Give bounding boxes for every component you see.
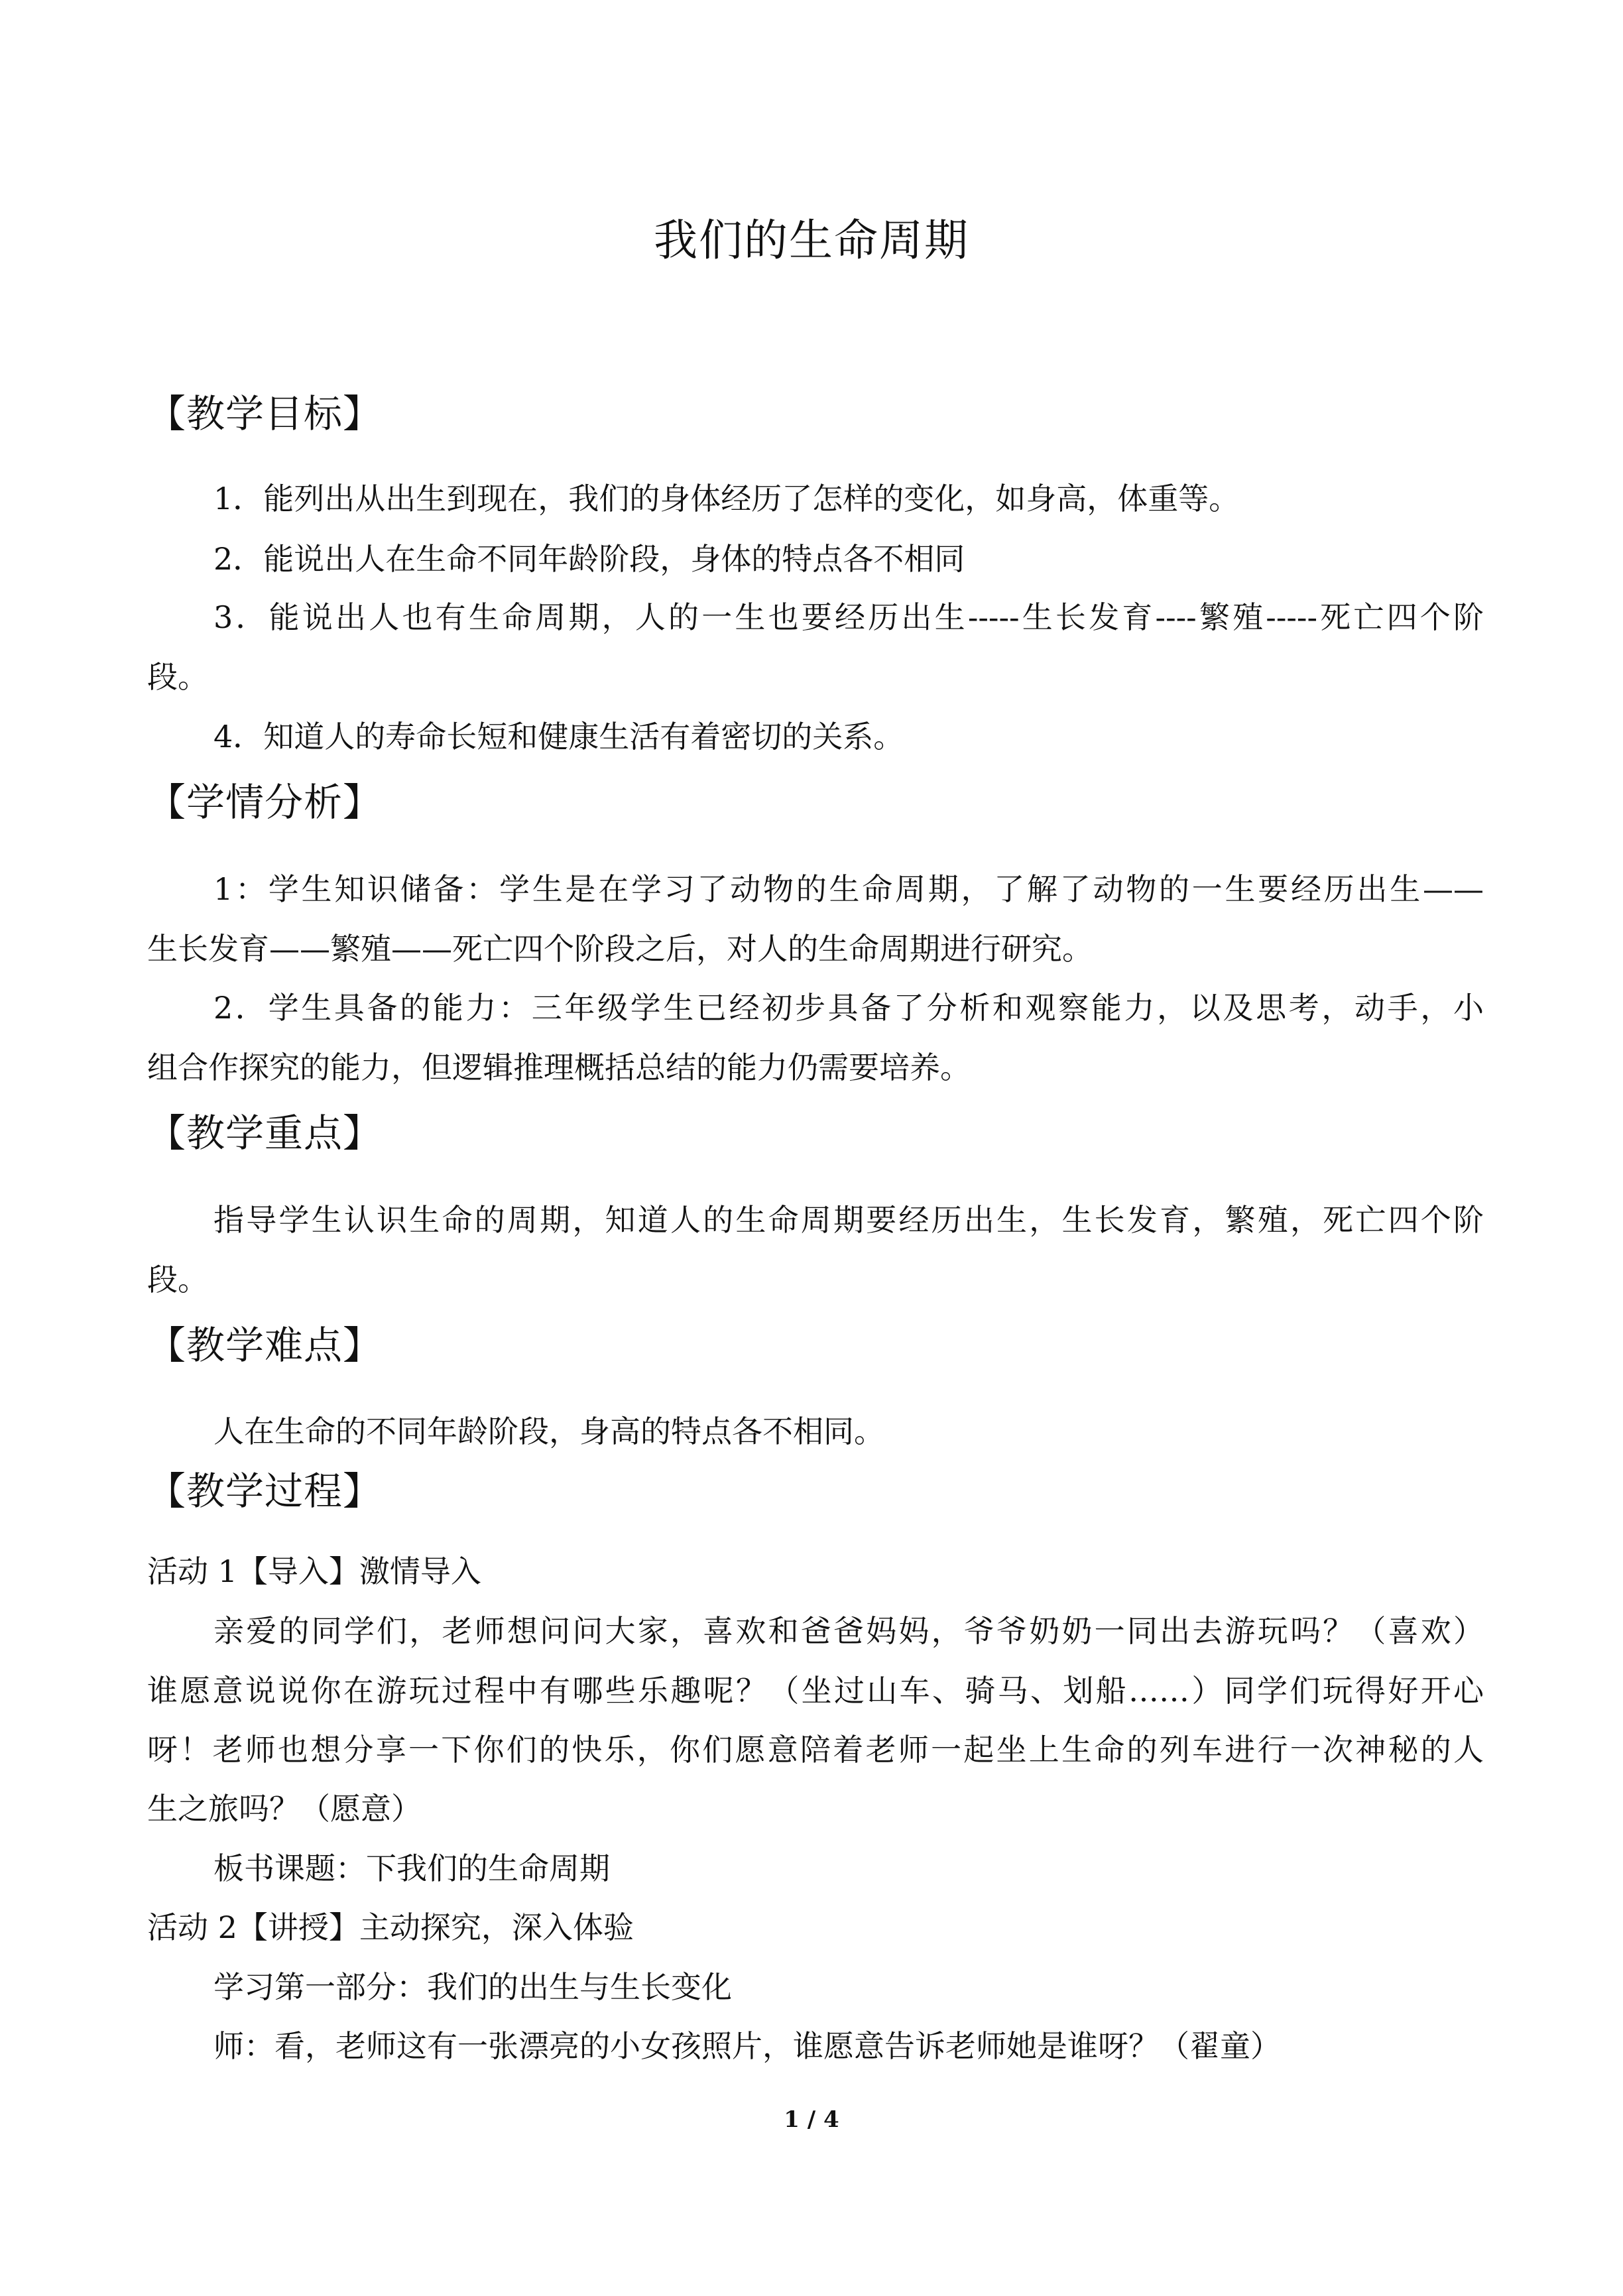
objective-line: 段。 — [147, 659, 208, 695]
analysis-line: 组合作探究的能力，但逻辑推理概括总结的能力仍需要培养。 — [147, 1050, 971, 1085]
activity-title: 活动 2【讲授】主动探究，深入体验 — [147, 1909, 634, 1945]
objective-line: 3．能说出人也有生命周期，人的一生也要经历出生-----生长发育----繁殖-----死亡四个阶 — [213, 599, 1484, 635]
process-line: 亲爱的同学们，老师想问问大家，喜欢和爸爸妈妈，爷爷奶奶一同出去游玩吗？（喜欢） — [213, 1613, 1484, 1649]
section-heading-objectives: 【教学目标】 — [147, 391, 383, 436]
document-title: 我们的生命周期 — [654, 215, 969, 266]
key-point-line: 段。 — [147, 1262, 208, 1298]
activity-title: 活动 1【导入】激情导入 — [147, 1553, 481, 1589]
key-point-line: 指导学生认识生命的周期，知道人的生命周期要经历出生，生长发育，繁殖，死亡四个阶 — [213, 1202, 1484, 1238]
page-number: 1 / 4 — [784, 2106, 839, 2133]
analysis-line: 生长发育——繁殖——死亡四个阶段之后，对人的生命周期进行研究。 — [147, 931, 1093, 967]
objective-line: 4．知道人的寿命长短和健康生活有着密切的关系。 — [213, 719, 904, 755]
process-line: 板书课题：下我们的生命周期 — [213, 1850, 610, 1886]
section-heading-difficulties: 【教学难点】 — [147, 1323, 383, 1368]
process-line: 呀！老师也想分享一下你们的快乐，你们愿意陪着老师一起坐上生命的列车进行一次神秘的人 — [147, 1732, 1484, 1768]
process-line: 谁愿意说说你在游玩过程中有哪些乐趣呢？（坐过山车、骑马、划船……）同学们玩得好开心 — [147, 1673, 1484, 1709]
objective-line: 1．能列出从出生到现在，我们的身体经历了怎样的变化，如身高，体重等。 — [213, 481, 1240, 516]
process-line: 生之旅吗？（愿意） — [147, 1791, 422, 1827]
objective-line: 2．能说出人在生命不同年龄阶段，身体的特点各不相同 — [213, 541, 965, 577]
process-line: 学习第一部分：我们的出生与生长变化 — [213, 1969, 732, 2005]
difficulty-line: 人在生命的不同年龄阶段，身高的特点各不相同。 — [213, 1414, 884, 1449]
section-heading-process: 【教学过程】 — [147, 1469, 383, 1514]
analysis-line: 1：学生知识储备：学生是在学习了动物的生命周期，了解了动物的一生要经历出生—— — [213, 871, 1484, 907]
process-line: 师：看，老师这有一张漂亮的小女孩照片，谁愿意告诉老师她是谁呀？（翟童） — [213, 2028, 1281, 2064]
analysis-line: 2．学生具备的能力：三年级学生已经初步具备了分析和观察能力，以及思考，动手，小 — [213, 990, 1484, 1026]
section-heading-key-points: 【教学重点】 — [147, 1111, 383, 1156]
section-heading-analysis: 【学情分析】 — [147, 780, 383, 825]
